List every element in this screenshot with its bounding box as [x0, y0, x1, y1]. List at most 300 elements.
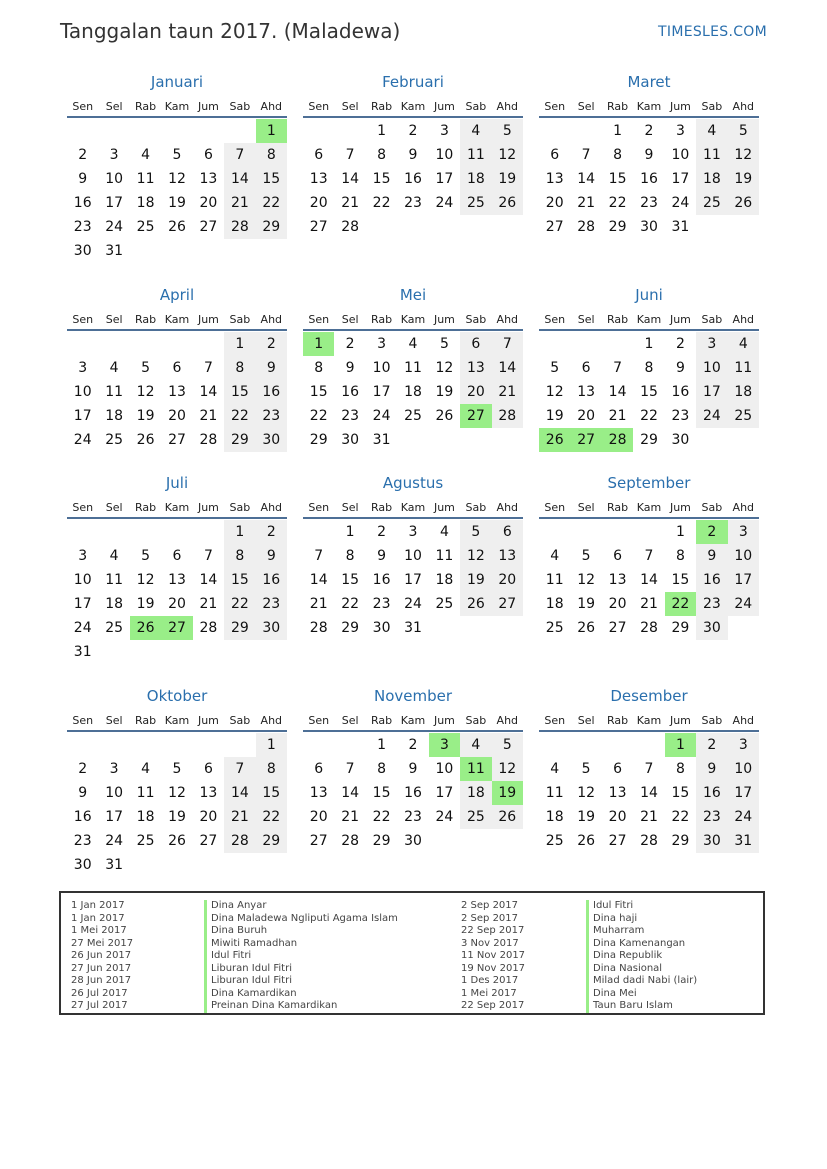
date-cell: 7 — [581, 147, 591, 163]
date-cell: 1 — [256, 733, 287, 757]
date-cell: 28 — [199, 620, 218, 636]
date-cell: 17 — [372, 384, 391, 400]
holiday-date-cell: 27 — [570, 428, 601, 452]
weekday-label: Sen — [308, 100, 330, 113]
date-cell: 13 — [492, 544, 523, 568]
date-cell: 10 — [696, 356, 727, 380]
date-cell: 5 — [172, 761, 182, 777]
date-cell: 7 — [644, 761, 654, 777]
date-cell: 22 — [640, 408, 658, 424]
date-cell: 9 — [408, 147, 418, 163]
date-cell: 22 — [256, 805, 287, 829]
holiday-name: Dina Kamardikan — [204, 988, 398, 1001]
weekday-label: Rab — [607, 501, 629, 514]
date-cell: 19 — [136, 596, 155, 612]
date-cell: 22 — [256, 191, 287, 215]
date-cell: 21 — [640, 809, 658, 825]
month-name: Mei — [399, 286, 427, 304]
month-name: Maret — [627, 73, 671, 91]
date-cell: 8 — [377, 761, 387, 777]
date-cell: 6 — [314, 761, 324, 777]
weekday-label: Kam — [400, 501, 426, 514]
date-cell: 8 — [224, 356, 255, 380]
date-cell: 22 — [309, 408, 328, 424]
holiday-date: 27 Jul 2017 — [71, 1000, 128, 1011]
date-cell: 5 — [728, 119, 759, 143]
date-cell: 15 — [671, 785, 690, 801]
date-cell: 3 — [675, 123, 685, 139]
date-cell: 11 — [728, 356, 759, 380]
date-cell: 11 — [105, 572, 124, 588]
date-cell: 2 — [408, 737, 418, 753]
date-cell: 7 — [644, 548, 654, 564]
date-cell: 30 — [73, 857, 92, 873]
holiday-date: 2 Sep 2017 — [461, 900, 519, 911]
date-cell: 30 — [640, 219, 658, 235]
date-cell: 2 — [644, 123, 654, 139]
weekday-label: Kam — [164, 714, 190, 727]
date-cell: 18 — [435, 572, 454, 588]
date-cell: 29 — [671, 833, 690, 849]
weekday-label: Sen — [308, 313, 330, 326]
date-cell: 4 — [439, 524, 449, 540]
date-cell: 10 — [435, 147, 454, 163]
month-name: Juni — [635, 286, 663, 304]
date-cell: 5 — [581, 548, 591, 564]
holiday-name: Dina Kamenangan — [586, 938, 697, 951]
date-cell: 12 — [460, 544, 491, 568]
holiday-name: Dina Buruh — [204, 925, 398, 938]
date-cell: 5 — [581, 761, 591, 777]
holiday-date: 1 Mei 2017 — [71, 925, 127, 936]
date-cell: 25 — [460, 191, 491, 215]
date-cell: 11 — [404, 360, 422, 376]
date-cell: 2 — [377, 524, 387, 540]
date-cell: 19 — [728, 167, 759, 191]
holiday-dates-left — [71, 900, 133, 1013]
date-cell: 9 — [696, 757, 727, 781]
holiday-date-cell: 28 — [602, 428, 633, 452]
date-cell: 19 — [168, 195, 186, 211]
weekday-label: Ahd — [260, 313, 283, 326]
date-cell: 16 — [671, 384, 690, 400]
date-cell: 20 — [577, 408, 596, 424]
month-name: September — [607, 474, 691, 492]
date-cell: 6 — [613, 761, 623, 777]
weekday-label: Ahd — [496, 714, 519, 727]
weekday-label: Ahd — [260, 501, 283, 514]
weekday-label: Kam — [636, 501, 662, 514]
date-cell: 15 — [671, 572, 690, 588]
weekday-header — [303, 100, 523, 118]
date-cell: 8 — [675, 761, 685, 777]
date-cell: 19 — [545, 408, 564, 424]
holiday-date-cell: 22 — [665, 592, 696, 616]
date-cell: 17 — [671, 171, 690, 187]
holiday-date: 3 Nov 2017 — [461, 937, 519, 949]
date-cell: 3 — [408, 524, 418, 540]
date-cell: 19 — [577, 809, 596, 825]
holiday-dates-right — [461, 900, 525, 1013]
weekday-label: Sab — [701, 714, 723, 727]
date-cell: 2 — [408, 123, 418, 139]
date-cell: 21 — [577, 195, 596, 211]
month-name: Januari — [150, 73, 204, 91]
date-cell: 7 — [345, 761, 355, 777]
date-cell: 19 — [168, 809, 186, 825]
date-cell: 27 — [199, 219, 218, 235]
date-cell: 16 — [640, 171, 658, 187]
weekday-label: Sab — [701, 313, 723, 326]
date-cell: 20 — [168, 596, 186, 612]
date-cell: 4 — [460, 119, 491, 143]
date-cell: 25 — [728, 404, 759, 428]
date-cell: 9 — [696, 544, 727, 568]
date-cell: 10 — [728, 757, 759, 781]
holiday-date-cell: 19 — [492, 781, 523, 805]
weekday-label: Jum — [197, 501, 219, 514]
holiday-name: Dina Republik — [586, 950, 697, 963]
weekday-label: Sab — [465, 313, 487, 326]
date-cell: 9 — [644, 147, 654, 163]
date-cell: 13 — [168, 384, 186, 400]
holiday-date-cell: 3 — [429, 733, 460, 757]
holiday-date-cell: 26 — [539, 428, 570, 452]
date-cell: 29 — [224, 428, 255, 452]
weekday-label: Rab — [371, 501, 393, 514]
date-cell: 4 — [141, 147, 151, 163]
date-cell: 23 — [404, 195, 422, 211]
date-cell: 12 — [435, 360, 454, 376]
date-cell: 28 — [341, 833, 360, 849]
date-cell: 15 — [372, 171, 391, 187]
date-cell: 3 — [109, 761, 119, 777]
date-cell: 29 — [256, 215, 287, 239]
date-cell: 22 — [372, 809, 391, 825]
date-cell: 15 — [640, 384, 658, 400]
weekday-label: Sen — [544, 714, 566, 727]
date-cell: 21 — [224, 191, 255, 215]
weekday-label: Jum — [433, 100, 455, 113]
month-name: Oktober — [146, 687, 208, 705]
weekday-label: Sab — [229, 100, 251, 113]
date-cell: 26 — [577, 833, 596, 849]
date-cell: 18 — [545, 596, 564, 612]
date-cell: 23 — [404, 809, 422, 825]
date-cell: 17 — [105, 195, 124, 211]
date-cell: 17 — [696, 380, 727, 404]
date-cell: 29 — [671, 620, 690, 636]
weekday-label: Sen — [544, 100, 566, 113]
date-cell: 15 — [256, 167, 287, 191]
date-cell: 12 — [168, 171, 186, 187]
date-cell: 11 — [545, 572, 564, 588]
date-cell: 16 — [696, 781, 727, 805]
date-cell: 16 — [73, 809, 92, 825]
weekday-label: Sab — [465, 501, 487, 514]
holiday-name: Dina Mei — [586, 988, 697, 1001]
date-cell: 15 — [256, 781, 287, 805]
holiday-date: 1 Jan 2017 — [71, 912, 125, 924]
date-cell: 21 — [309, 596, 328, 612]
weekday-label: Kam — [400, 100, 426, 113]
date-cell: 29 — [372, 833, 391, 849]
date-cell: 6 — [314, 147, 324, 163]
date-cell: 14 — [608, 384, 627, 400]
date-cell: 14 — [224, 167, 255, 191]
month-name: Juli — [165, 474, 189, 492]
weekday-label: Ahd — [732, 100, 755, 113]
date-cell: 3 — [696, 332, 727, 356]
date-cell: 14 — [341, 171, 360, 187]
holiday-name: Muharram — [586, 925, 697, 938]
weekday-label: Sel — [577, 501, 595, 514]
date-cell: 31 — [73, 644, 92, 660]
date-cell: 20 — [199, 195, 218, 211]
date-cell: 18 — [545, 809, 564, 825]
date-cell: 13 — [608, 785, 627, 801]
date-cell: 18 — [460, 781, 491, 805]
holiday-date: 26 Jun 2017 — [71, 950, 132, 961]
date-cell: 7 — [203, 360, 213, 376]
holiday-list — [59, 891, 765, 1015]
date-cell: 17 — [105, 809, 124, 825]
weekday-label: Rab — [607, 714, 629, 727]
date-cell: 15 — [372, 785, 391, 801]
date-cell: 4 — [728, 332, 759, 356]
date-cell: 11 — [105, 384, 124, 400]
brand-link[interactable]: TIMESLES.COM — [658, 24, 767, 40]
date-cell: 9 — [675, 360, 685, 376]
date-cell: 12 — [168, 785, 186, 801]
date-cell: 17 — [728, 568, 759, 592]
weekday-label: Kam — [636, 100, 662, 113]
date-cell: 23 — [696, 805, 727, 829]
date-cell: 29 — [256, 829, 287, 853]
holiday-name: Dina Anyar — [204, 900, 398, 913]
date-cell: 25 — [545, 833, 564, 849]
date-cell: 4 — [696, 119, 727, 143]
holiday-date-cell: 1 — [665, 733, 696, 757]
date-cell: 7 — [314, 548, 324, 564]
weekday-label: Rab — [371, 714, 393, 727]
date-cell: 24 — [372, 408, 391, 424]
date-cell: 20 — [309, 195, 328, 211]
holiday-date: 19 Nov 2017 — [461, 962, 526, 974]
weekday-label: Jum — [669, 313, 691, 326]
date-cell: 20 — [199, 809, 218, 825]
date-cell: 30 — [671, 432, 690, 448]
date-cell: 22 — [224, 404, 255, 428]
date-cell: 12 — [577, 572, 596, 588]
holiday-date-cell: 27 — [460, 404, 491, 428]
holiday-name: Preinan Dina Kamardikan — [204, 1000, 398, 1013]
date-cell: 26 — [492, 191, 523, 215]
date-cell: 15 — [608, 171, 627, 187]
date-cell: 24 — [73, 432, 92, 448]
date-cell: 11 — [136, 171, 155, 187]
date-cell: 10 — [728, 544, 759, 568]
date-cell: 23 — [256, 592, 287, 616]
date-cell: 5 — [550, 360, 560, 376]
date-cell: 14 — [640, 785, 658, 801]
weekday-label: Jum — [669, 100, 691, 113]
date-cell: 2 — [675, 336, 685, 352]
date-cell: 9 — [256, 356, 287, 380]
date-cell: 23 — [73, 219, 92, 235]
date-cell: 14 — [224, 781, 255, 805]
date-cell: 21 — [224, 805, 255, 829]
month-name: April — [159, 286, 195, 304]
date-cell: 7 — [345, 147, 355, 163]
holiday-name: Miwiti Ramadhan — [204, 938, 398, 951]
date-cell: 8 — [256, 143, 287, 167]
date-cell: 4 — [460, 733, 491, 757]
date-cell: 3 — [109, 147, 119, 163]
date-cell: 15 — [309, 384, 328, 400]
date-cell: 24 — [728, 592, 759, 616]
weekday-header — [539, 501, 759, 519]
date-cell: 13 — [309, 785, 328, 801]
date-cell: 8 — [224, 544, 255, 568]
date-cell: 5 — [492, 733, 523, 757]
date-cell: 13 — [309, 171, 328, 187]
date-cell: 29 — [341, 620, 360, 636]
date-cell: 16 — [73, 195, 92, 211]
date-cell: 6 — [203, 147, 213, 163]
date-cell: 19 — [577, 596, 596, 612]
weekday-label: Sel — [105, 501, 123, 514]
weekday-label: Jum — [433, 714, 455, 727]
month-name: Agustus — [382, 474, 444, 492]
date-cell: 31 — [671, 219, 690, 235]
date-cell: 19 — [435, 384, 454, 400]
holiday-name: Liburan Idul Fitri — [204, 963, 398, 976]
date-cell: 23 — [640, 195, 658, 211]
date-cell: 26 — [168, 219, 186, 235]
date-cell: 30 — [341, 432, 360, 448]
date-cell: 23 — [372, 596, 391, 612]
weekday-label: Sab — [465, 100, 487, 113]
date-cell: 9 — [377, 548, 387, 564]
date-cell: 16 — [256, 568, 287, 592]
date-cell: 12 — [577, 785, 596, 801]
date-cell: 10 — [105, 785, 124, 801]
holiday-name: Dina Nasional — [586, 963, 697, 976]
holiday-date-cell: 2 — [696, 520, 727, 544]
date-cell: 25 — [696, 191, 727, 215]
weekday-label: Kam — [400, 313, 426, 326]
date-cell: 10 — [404, 548, 422, 564]
page-title: Tanggalan taun 2017. (Maladewa) — [60, 19, 401, 43]
weekday-label: Sen — [308, 714, 330, 727]
date-cell: 18 — [696, 167, 727, 191]
holiday-name: Taun Baru Islam — [586, 1000, 697, 1013]
date-cell: 11 — [435, 548, 454, 564]
holiday-date: 2 Sep 2017 — [461, 912, 519, 924]
weekday-label: Ahd — [732, 501, 755, 514]
weekday-label: Sab — [229, 714, 251, 727]
date-cell: 5 — [492, 119, 523, 143]
date-cell: 30 — [256, 428, 287, 452]
weekday-label: Sen — [72, 714, 94, 727]
date-cell: 27 — [608, 620, 627, 636]
date-cell: 25 — [105, 620, 124, 636]
holiday-name: Liburan Idul Fitri — [204, 975, 398, 988]
date-cell: 14 — [309, 572, 328, 588]
weekday-label: Rab — [135, 714, 157, 727]
date-cell: 18 — [404, 384, 422, 400]
date-cell: 12 — [545, 384, 564, 400]
date-cell: 13 — [460, 356, 491, 380]
holiday-date: 22 Sep 2017 — [461, 925, 525, 936]
date-cell: 1 — [644, 336, 654, 352]
date-cell: 25 — [545, 620, 564, 636]
date-cell: 14 — [199, 384, 218, 400]
date-cell: 17 — [404, 572, 422, 588]
weekday-label: Ahd — [496, 100, 519, 113]
date-cell: 2 — [256, 332, 287, 356]
holiday-date: 11 Nov 2017 — [461, 950, 526, 961]
date-cell: 13 — [545, 171, 564, 187]
weekday-header — [303, 501, 523, 519]
date-cell: 18 — [460, 167, 491, 191]
date-cell: 10 — [73, 572, 92, 588]
weekday-header — [539, 313, 759, 331]
date-cell: 24 — [73, 620, 92, 636]
date-cell: 23 — [73, 833, 92, 849]
holiday-date: 22 Sep 2017 — [461, 1000, 525, 1011]
weekday-label: Jum — [433, 313, 455, 326]
date-cell: 12 — [136, 384, 155, 400]
date-cell: 1 — [345, 524, 355, 540]
date-cell: 8 — [314, 360, 324, 376]
date-cell: 17 — [435, 171, 454, 187]
date-cell: 21 — [341, 809, 360, 825]
date-cell: 12 — [728, 143, 759, 167]
date-cell: 30 — [73, 243, 92, 259]
date-cell: 28 — [640, 833, 658, 849]
date-cell: 28 — [224, 829, 255, 853]
date-cell: 23 — [696, 592, 727, 616]
holiday-date-cell: 1 — [303, 332, 334, 356]
date-cell: 20 — [492, 568, 523, 592]
weekday-label: Rab — [135, 501, 157, 514]
date-cell: 6 — [613, 548, 623, 564]
date-cell: 2 — [78, 761, 88, 777]
holiday-date-cell: 1 — [256, 119, 287, 143]
date-cell: 7 — [224, 143, 255, 167]
weekday-label: Sen — [308, 501, 330, 514]
date-cell: 25 — [404, 408, 422, 424]
holiday-name: Milad dadi Nabi (lair) — [586, 975, 697, 988]
date-cell: 18 — [105, 408, 124, 424]
date-cell: 31 — [105, 857, 124, 873]
date-cell: 13 — [199, 785, 218, 801]
date-cell: 17 — [728, 781, 759, 805]
date-cell: 5 — [460, 520, 491, 544]
month-name: Desember — [610, 687, 688, 705]
date-cell: 26 — [492, 805, 523, 829]
date-cell: 29 — [608, 219, 627, 235]
date-cell: 13 — [199, 171, 218, 187]
weekday-label: Sel — [105, 100, 123, 113]
date-cell: 21 — [199, 596, 218, 612]
date-cell: 22 — [372, 195, 391, 211]
date-cell: 23 — [671, 408, 690, 424]
date-cell: 31 — [404, 620, 422, 636]
date-cell: 31 — [372, 432, 391, 448]
